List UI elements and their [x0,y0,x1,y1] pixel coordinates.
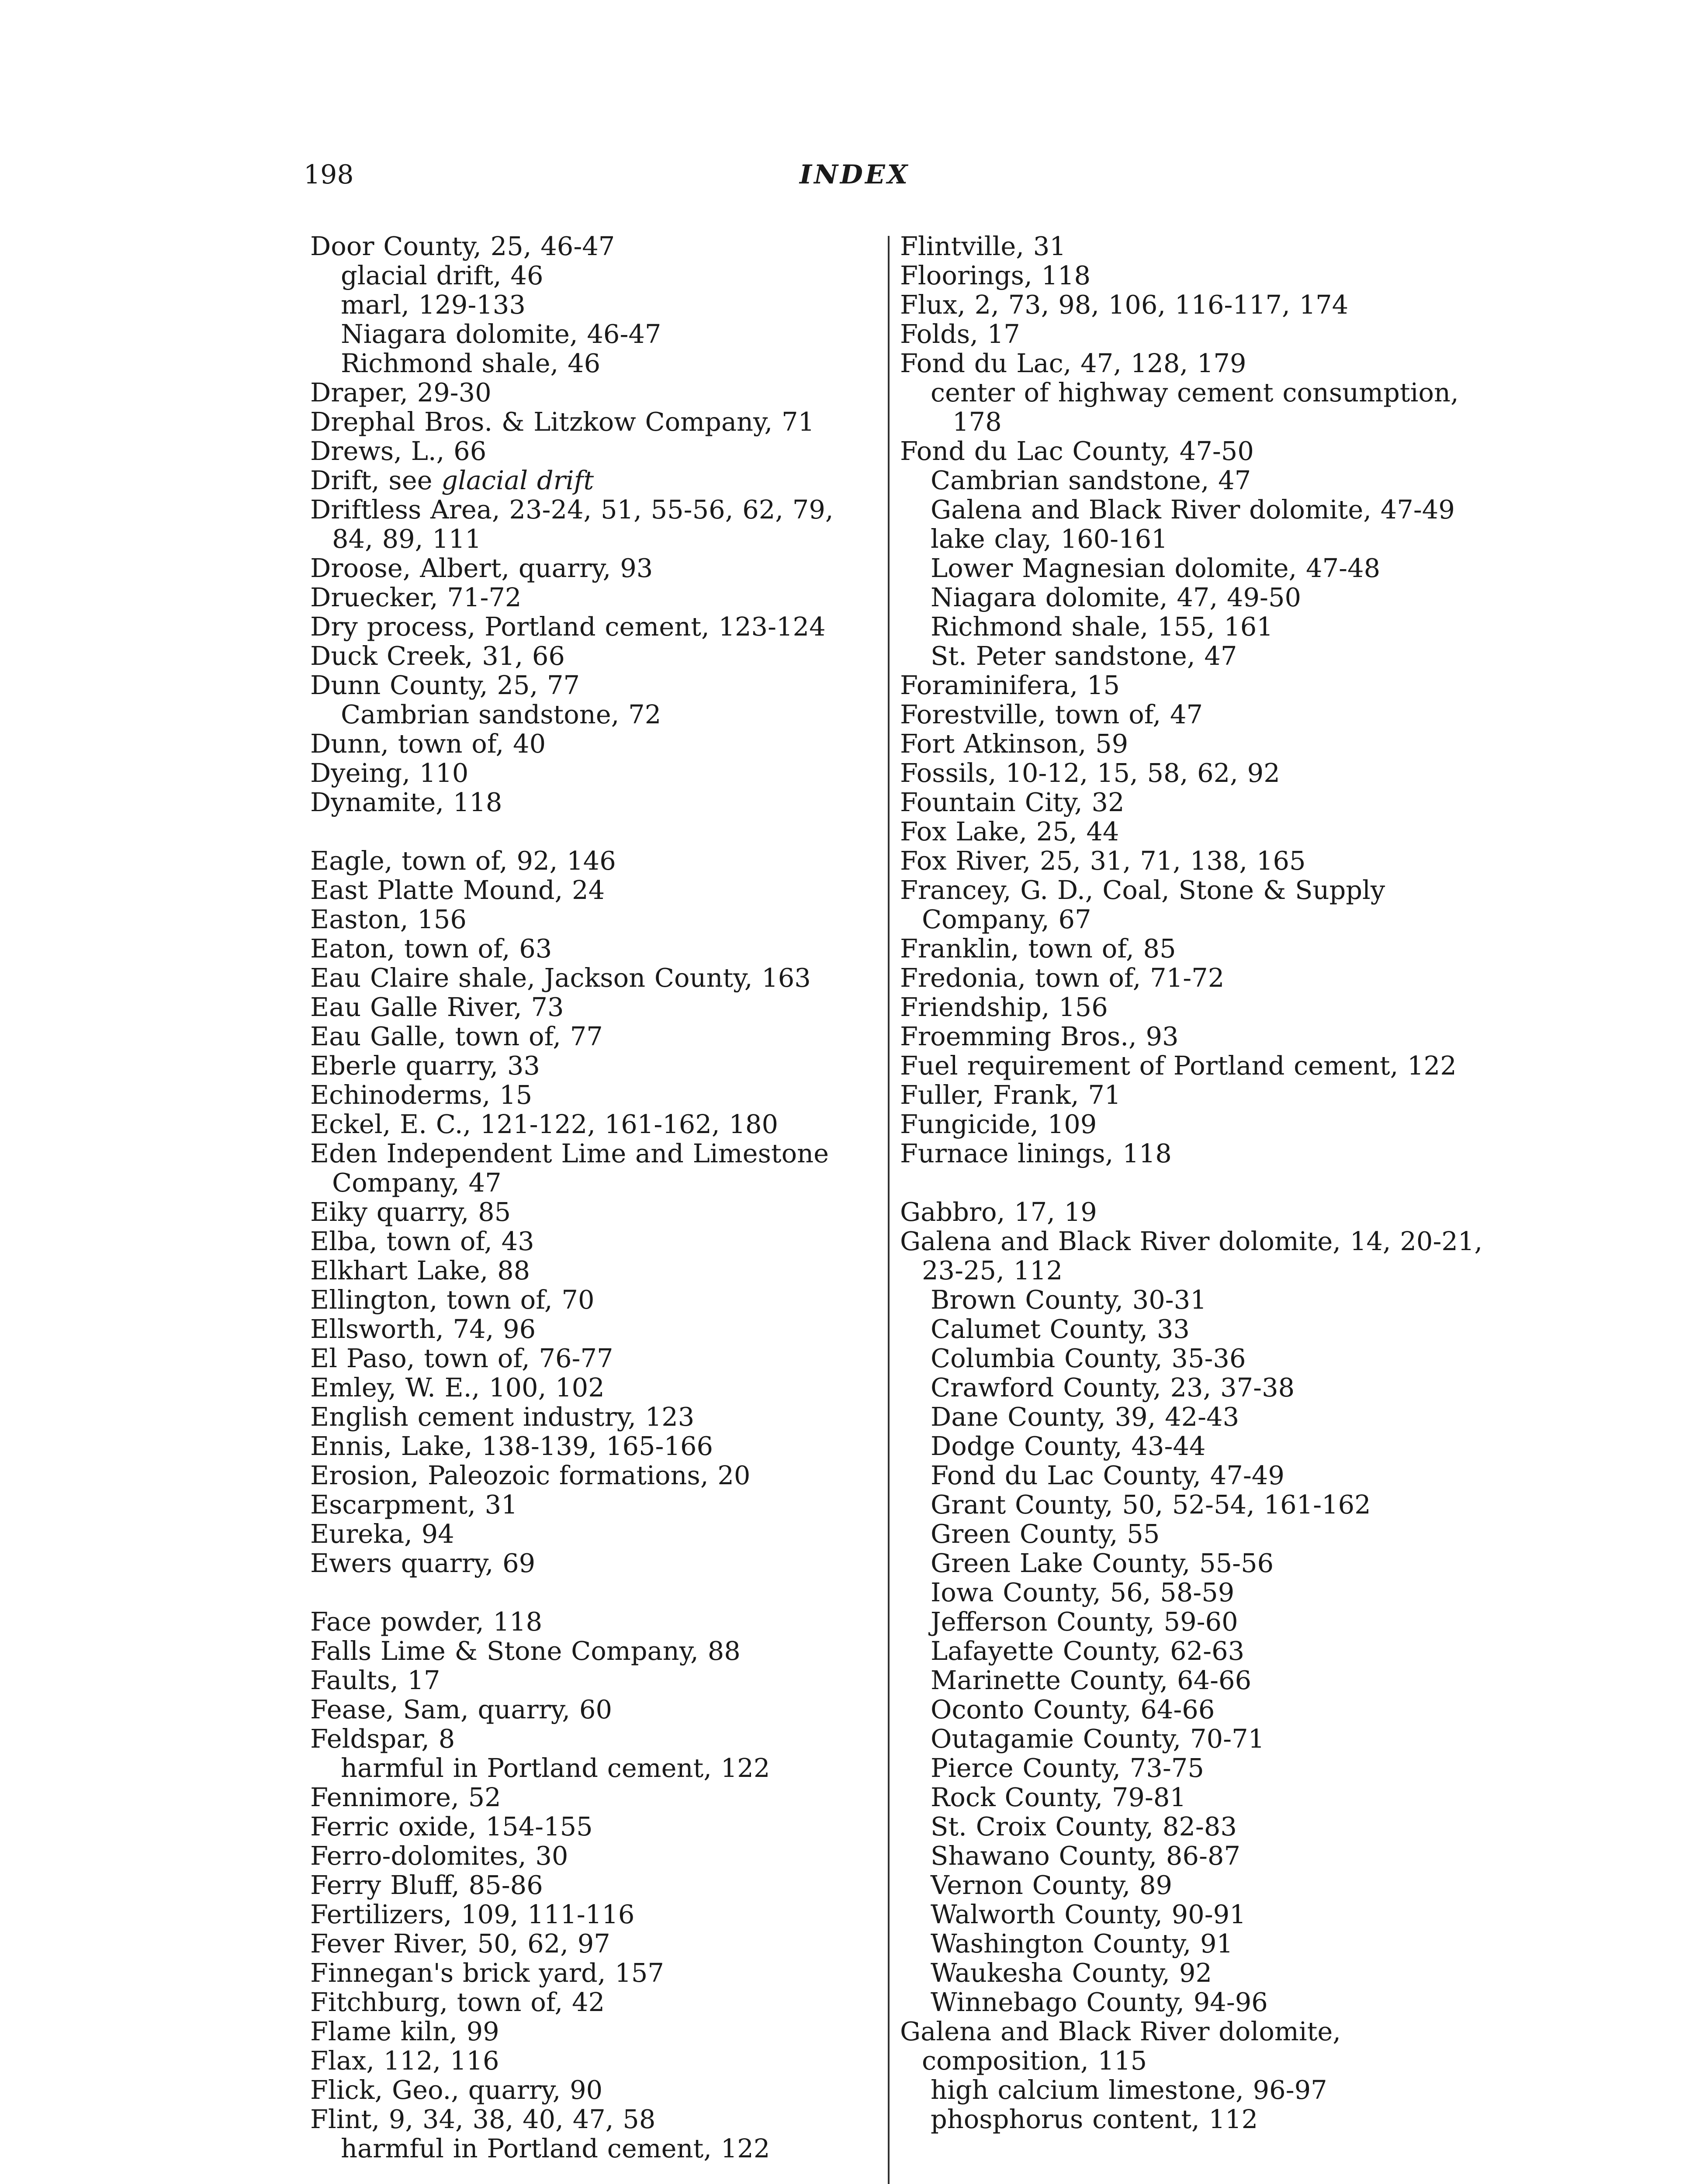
index-entry-text: marl, 129-133 [341,290,526,320]
index-entry [310,1080,883,1109]
index-subentry [900,1929,1485,1958]
index-subentry [900,1373,1485,1402]
index-entry-text: Galena and Black River dolomite, composition, 115 [900,2016,1341,2076]
index-entry-text: Lafayette County, 62-63 [931,1636,1245,1666]
index-entry-text: Niagara dolomite, 47, 49-50 [931,582,1302,612]
index-entry [310,553,883,583]
index-entry [310,1373,883,1402]
index-entry-text: harmful in Portland cement, 122 [341,2133,770,2163]
index-entry-text: Froemming Bros., 93 [900,1021,1179,1051]
index-subentry [900,612,1485,641]
column-divider [888,236,890,2184]
index-subentry [900,641,1485,670]
index-subentry [900,1900,1485,1929]
index-subentry [900,1402,1485,1431]
index-entry [310,1490,883,1519]
index-entry [310,1783,883,1812]
index-entry-text: Eiky quarry, 85 [310,1197,511,1227]
index-entry-text: Dynamite, 118 [310,787,502,817]
index-entry-text: Outagamie County, 70-71 [931,1724,1265,1754]
index-subentry [900,1607,1485,1636]
index-entry [900,992,1485,1022]
index-entry-text: Marinette County, 64-66 [931,1665,1252,1695]
index-entry [310,436,883,466]
index-column-left [310,232,883,2163]
index-entry-text: Waukesha County, 92 [931,1958,1212,1988]
index-entry-text: Floorings, 118 [900,260,1091,290]
index-entry-text: glacial drift, 46 [341,260,544,290]
index-entry-text: Vernon County, 89 [931,1870,1173,1900]
index-subentry [900,466,1485,495]
index-entry [900,1022,1485,1051]
index-entry [310,1051,883,1080]
index-entry-text: Echinoderms, 15 [310,1080,533,1110]
page-number: 198 [304,159,354,190]
index-subentry [900,1461,1485,1490]
index-entry-text: Erosion, Paleozoic formations, 20 [310,1460,751,1490]
index-entry [310,2017,883,2046]
index-entry-text: Fredonia, town of, 71-72 [900,963,1225,993]
index-entry-text: Flintville, 31 [900,231,1066,261]
index-entry [310,1929,883,1958]
index-entry [310,963,883,992]
index-entry [310,1197,883,1227]
index-entry-text: Eureka, 94 [310,1519,454,1549]
index-subentry [900,1431,1485,1461]
index-entry [310,1109,883,1139]
index-entry-text: Fungicide, 109 [900,1109,1097,1139]
index-entry [310,612,883,641]
index-entry [900,1139,1485,1168]
index-entry-text: Dane County, 39, 42-43 [931,1402,1239,1432]
index-entry [310,232,883,261]
index-entry-text: Green County, 55 [931,1519,1160,1549]
index-entry [310,1724,883,1753]
index-entry-text: Flint, 9, 34, 38, 40, 47, 58 [310,2104,656,2134]
index-entry [310,1666,883,1695]
index-entry [310,1461,883,1490]
index-entry [310,1227,883,1256]
index-entry-text: Rock County, 79-81 [931,1782,1186,1812]
index-entry-text: center of highway cement consumption, 178 [931,377,1459,437]
index-subentry [310,319,883,349]
index-subentry [310,290,883,319]
index-entry-text: Oconto County, 64-66 [931,1694,1215,1724]
index-entry-text: Brown County, 30-31 [931,1285,1207,1315]
index-entry-text: East Platte Mound, 24 [310,875,605,905]
index-entry [310,1022,883,1051]
index-entry-text: Dry process, Portland cement, 123-124 [310,612,826,642]
index-entry-text: Fountain City, 32 [900,787,1125,817]
index-entry-text: St. Peter sandstone, 47 [931,641,1237,671]
index-entry [310,1314,883,1344]
index-entry [310,2075,883,2105]
index-entry-text: Door County, 25, 46-47 [310,231,615,261]
index-entry [310,846,883,875]
index-subentry [900,1695,1485,1724]
index-subentry [900,1841,1485,1870]
index-entry [900,670,1485,700]
index-entry [900,232,1485,261]
index-entry-text: Ferry Bluff, 85-86 [310,1870,543,1900]
index-entry-text: Winnebago County, 94-96 [931,1987,1268,2017]
index-entry-text: Faults, 17 [310,1665,440,1695]
index-entry [310,788,883,817]
index-entry-text: Fease, Sam, quarry, 60 [310,1694,612,1724]
index-entry [310,583,883,612]
index-entry-text: Face powder, 118 [310,1607,543,1637]
index-entry-text: Crawford County, 23, 37-38 [931,1372,1295,1403]
index-entry [900,817,1485,846]
index-subentry [900,1958,1485,1987]
index-entry-text: Lower Magnesian dolomite, 47-48 [931,553,1381,583]
index-entry [310,1344,883,1373]
index-entry-text: high calcium limestone, 96-97 [931,2075,1327,2105]
index-entry-text: Fond du Lac, 47, 128, 179 [900,348,1246,378]
index-entry-text: Escarpment, 31 [310,1489,518,1520]
index-entry-text: Fort Atkinson, 59 [900,729,1129,759]
index-entry-text: Elkhart Lake, 88 [310,1255,530,1286]
index-entry-text: Ellington, town of, 70 [310,1285,595,1315]
index-entry [310,1812,883,1841]
index-entry-text: Fond du Lac County, 47-50 [900,436,1254,466]
index-entry [310,1139,883,1197]
index-subentry [900,1783,1485,1812]
index-subentry [900,1753,1485,1783]
index-entry-text: Friendship, 156 [900,992,1108,1022]
index-entry [310,1841,883,1870]
index-entry-text: Eagle, town of, 92, 146 [310,846,616,876]
index-entry-text: Dyeing, 110 [310,758,469,788]
index-entry [900,290,1485,319]
index-entry-text: Cambrian sandstone, 72 [341,699,661,729]
index-entry [310,1402,883,1431]
index-entry-text: Galena and Black River dolomite, 14, 20-21, 23-25, 112 [900,1226,1483,1286]
index-entry [310,1548,883,1578]
index-entry-text: Flick, Geo., quarry, 90 [310,2075,603,2105]
index-entry [900,1080,1485,1109]
index-subentry [310,2134,883,2163]
index-entry [900,349,1485,378]
index-subentry [900,524,1485,553]
index-entry-text: Ennis, Lake, 138-139, 165-166 [310,1431,713,1461]
index-subentry [900,1812,1485,1841]
index-entry-text: Eau Galle, town of, 77 [310,1021,603,1051]
index-entry-text: Dunn County, 25, 77 [310,670,580,700]
index-subentry [900,1724,1485,1753]
index-entry [310,1431,883,1461]
index-subentry [900,1870,1485,1900]
index-entry-text: Fever River, 50, 62, 97 [310,1928,610,1959]
index-entry-text: Eau Claire shale, Jackson County, 163 [310,963,811,993]
index-entry-text: Shawano County, 86-87 [931,1841,1241,1871]
index-entry-text: St. Croix County, 82-83 [931,1811,1237,1842]
running-title: INDEX [800,159,910,190]
index-subentry [310,349,883,378]
index-entry-text: Fitchburg, town of, 42 [310,1987,605,2017]
index-entry-text: Forestville, town of, 47 [900,699,1203,729]
index-entry-text: Washington County, 91 [931,1928,1233,1959]
index-entry-text: Fuller, Frank, 71 [900,1080,1121,1110]
index-entry-text: Drephal Bros. & Litzkow Company, 71 [310,407,815,437]
index-entry-text: Richmond shale, 46 [341,348,601,378]
index-subentry [900,1519,1485,1548]
index-entry-text: Franklin, town of, 85 [900,933,1176,964]
index-subentry [900,1636,1485,1666]
index-entry-text: Duck Creek, 31, 66 [310,641,565,671]
index-subentry [900,583,1485,612]
index-entry [310,1987,883,2017]
index-entry [900,1197,1485,1227]
index-entry-text: Flax, 112, 116 [310,2046,499,2076]
index-entry-text: Fossils, 10-12, 15, 58, 62, 92 [900,758,1280,788]
index-entry [900,758,1485,788]
index-entry-text: Flame kiln, 99 [310,2016,499,2046]
index-entry [900,1109,1485,1139]
index-entry-text: Fertilizers, 109, 111-116 [310,1899,635,1929]
index-entry [900,963,1485,992]
index-entry-text: Eaton, town of, 63 [310,933,552,964]
index-entry-text: Feldspar, 8 [310,1724,455,1754]
index-subentry [900,2105,1485,2134]
index-entry [310,641,883,670]
index-entry [900,934,1485,963]
index-entry-text: Grant County, 50, 52-54, 161-162 [931,1489,1371,1520]
index-entry-text: Druecker, 71-72 [310,582,522,612]
index-entry-text: Elba, town of, 43 [310,1226,534,1256]
index-entry-text: Easton, 156 [310,904,467,934]
index-entry-text: Droose, Albert, quarry, 93 [310,553,653,583]
index-entry-text: Emley, W. E., 100, 102 [310,1372,605,1403]
index-entry-text: Galena and Black River dolomite, 47-49 [931,494,1455,525]
index-entry-text: Falls Lime & Stone Company, 88 [310,1636,741,1666]
index-entry [310,758,883,788]
index-entry-text: Richmond shale, 155, 161 [931,612,1273,642]
index-entry [900,1227,1485,1285]
index-subentry [900,495,1485,524]
index-entry [900,1051,1485,1080]
index-entry-text: Drift, see [310,465,442,495]
index-subentry [900,1285,1485,1314]
index-entry-text: Walworth County, 90-91 [931,1899,1246,1929]
index-entry-text: Calumet County, 33 [931,1314,1190,1344]
index-entry-text: Ewers quarry, 69 [310,1548,536,1578]
index-entry [900,846,1485,875]
index-entry [310,905,883,934]
index-entry [310,2105,883,2134]
index-entry-text: Flux, 2, 73, 98, 106, 116-117, 174 [900,290,1349,320]
index-entry [900,319,1485,349]
index-entry [310,1870,883,1900]
index-entry-text: Ellsworth, 74, 96 [310,1314,536,1344]
index-entry-text: Fuel requirement of Portland cement, 122 [900,1051,1457,1081]
index-entry-text: Dunn, town of, 40 [310,729,546,759]
index-entry-text: Green Lake County, 55-56 [931,1548,1274,1578]
index-entry [310,875,883,905]
index-subentry [900,1666,1485,1695]
index-subentry [900,553,1485,583]
index-entry-text: Dodge County, 43-44 [931,1431,1206,1461]
index-subentry [900,1987,1485,2017]
index-entry [310,1607,883,1636]
index-entry-text: Foraminifera, 15 [900,670,1120,700]
index-entry-text: Furnace linings, 118 [900,1138,1172,1168]
index-subentry [310,700,883,729]
index-entry-text: Fox River, 25, 31, 71, 138, 165 [900,846,1306,876]
index-entry-text: Cambrian sandstone, 47 [931,465,1251,495]
index-entry [900,2017,1485,2075]
index-entry-text: Francey, G. D., Coal, Stone & Supply Company, 67 [900,875,1385,934]
index-subentry [900,2075,1485,2105]
index-entry-text: Finnegan's brick yard, 157 [310,1958,664,1988]
index-entry [900,875,1485,934]
index-entry-text: Gabbro, 17, 19 [900,1197,1097,1227]
index-entry-text: Eberle quarry, 33 [310,1051,540,1081]
index-entry-text: El Paso, town of, 76-77 [310,1343,613,1373]
index-entry-text: Eckel, E. C., 121-122, 161-162, 180 [310,1109,778,1139]
index-entry [310,407,883,436]
index-entry [310,1900,883,1929]
index-subentry [900,378,1485,436]
index-entry [310,466,883,495]
index-column-right [900,232,1485,2134]
index-entry [310,992,883,1022]
index-entry [310,1695,883,1724]
index-entry [310,670,883,700]
index-subentry [900,1578,1485,1607]
index-entry-text: Jefferson County, 59-60 [931,1607,1238,1637]
index-entry-text: Columbia County, 35-36 [931,1343,1246,1373]
index-subentry [900,1314,1485,1344]
index-entry [900,436,1485,466]
index-entry [310,378,883,407]
index-entry-text: Ferric oxide, 154-155 [310,1811,593,1842]
index-entry [900,729,1485,758]
index-entry-text: Fennimore, 52 [310,1782,501,1812]
index-entry-text: Fond du Lac County, 47-49 [931,1460,1284,1490]
index-entry-text: lake clay, 160-161 [931,524,1168,554]
index-entry [900,700,1485,729]
index-entry-text: Draper, 29-30 [310,377,492,408]
index-entry-text: Folds, 17 [900,319,1020,349]
index-subentry [310,1753,883,1783]
index-entry-text: Eau Galle River, 73 [310,992,564,1022]
index-subentry [310,261,883,290]
index-entry [310,1636,883,1666]
index-entry [310,1285,883,1314]
index-entry-text: Ferro-dolomites, 30 [310,1841,568,1871]
index-entry [310,1958,883,1987]
index-entry-text: Niagara dolomite, 46-47 [341,319,661,349]
index-entry [310,934,883,963]
index-entry-text: harmful in Portland cement, 122 [341,1753,770,1783]
index-entry-text: phosphorus content, 112 [931,2104,1258,2134]
index-entry [310,2046,883,2075]
index-entry [310,729,883,758]
index-entry-text: Drews, L., 66 [310,436,487,466]
index-entry [900,788,1485,817]
index-subentry [900,1344,1485,1373]
index-entry-text: Driftless Area, 23-24, 51, 55-56, 62, 79, 84, 89, 111 [310,494,834,554]
index-entry [310,1519,883,1548]
index-entry-text: Iowa County, 56, 58-59 [931,1577,1235,1607]
index-entry-italic: glacial drift [441,465,594,495]
index-entry [310,495,883,553]
index-subentry [900,1490,1485,1519]
index-entry-text: Eden Independent Lime and Limestone Company, 47 [310,1138,829,1198]
index-entry-text: Fox Lake, 25, 44 [900,816,1119,847]
index-entry [310,1256,883,1285]
index-entry-text: Pierce County, 73-75 [931,1753,1204,1783]
index-subentry [900,1548,1485,1578]
index-entry-text: English cement industry, 123 [310,1402,695,1432]
index-entry [900,261,1485,290]
